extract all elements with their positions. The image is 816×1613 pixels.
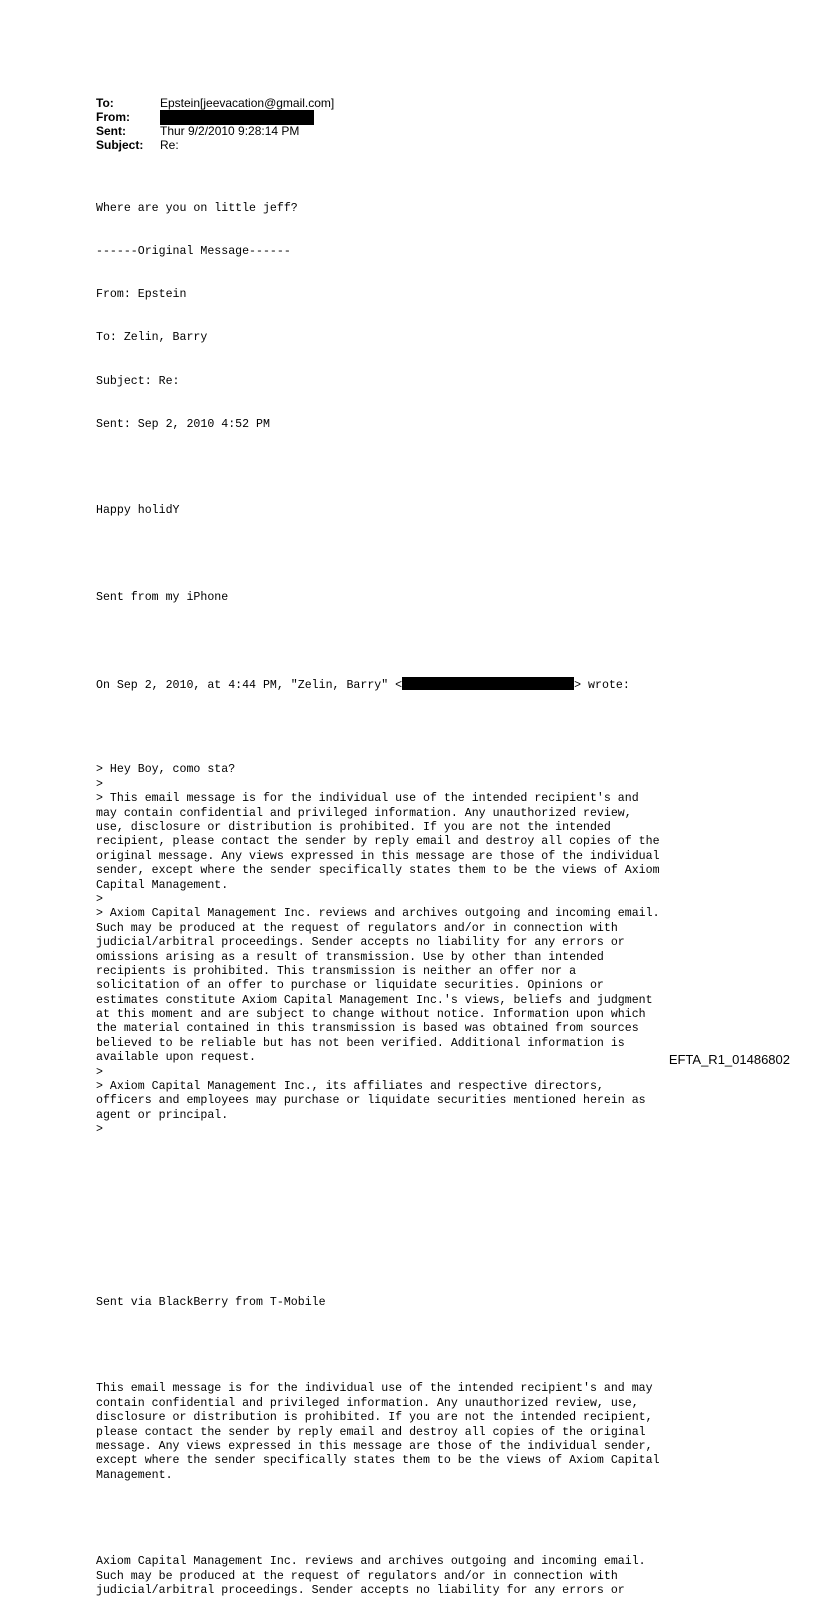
original-sent: Sent: Sep 2, 2010 4:52 PM [96,417,270,431]
wrote-prefix: On Sep 2, 2010, at 4:44 PM, "Zelin, Barry" < [96,679,403,693]
quoted-line: solicitation of an offer to purchase or liquidate securities. Opinions or [96,979,604,993]
quoted-line: > [96,892,103,906]
quoted-line: use, disclosure or distribution is prohibited. If you are not the intended [96,821,611,835]
original-to: To: Zelin, Barry [96,331,208,345]
disclaimer1-line: This email message is for the individual use of the intended recipient's and may [96,1382,653,1396]
quoted-line: the material contained in this transmission is based was obtained from sources [96,1022,639,1036]
subject-row [96,138,334,152]
from-row [96,110,334,124]
original-message-marker: ------Original Message------ [96,245,291,259]
subject-label: Subject: [96,138,144,152]
document-id: EFTA_R1_01486802 [668,1052,790,1067]
wrote-line [96,677,736,691]
quoted-line: omissions arising as a result of transmission. Use by other than intended [96,950,604,964]
quoted-line: Such may be produced at the request of regulators and/or in connection with [96,921,618,935]
quoted-line: may contain confidential and privileged information. Any unauthorized review, [96,806,632,820]
quoted-line: estimates constitute Axiom Capital Management Inc.'s views, beliefs and judgment [96,993,653,1007]
quoted-line: > [96,1123,103,1137]
quoted-message [96,763,736,1137]
wrote-suffix: > wrote: [574,679,630,693]
disclaimer-paragraph-1 [96,1382,736,1483]
original-from: From: Epstein [96,288,187,302]
email-header [96,96,334,152]
quoted-line: available upon request. [96,1051,257,1065]
quoted-line: > [96,1065,103,1079]
to-value: Epstein[jeevacation@gmail.com] [160,96,335,110]
disclaimer2-line: judicial/arbitral proceedings. Sender accepts no liability for any errors or [96,1583,625,1597]
quoted-line: agent or principal. [96,1108,229,1122]
quoted-line: believed to be reliable but has not been verified. Additional information is [96,1036,625,1050]
to-row [96,96,334,110]
quoted-line: Capital Management. [96,878,229,892]
quoted-line: judicial/arbitral proceedings. Sender accepts no liability for any errors or [96,936,625,950]
quoted-line: sender, except where the sender specifically states them to be the views of Axiom [96,864,660,878]
quoted-line: > Hey Boy, como sta? [96,763,236,777]
email-redaction [402,677,574,690]
email-body [96,173,736,1613]
quoted-line: > Axiom Capital Management Inc. reviews and archives outgoing and incoming email. [96,907,660,921]
disclaimer1-line: contain confidential and privileged information. Any unauthorized review, use, [96,1396,639,1410]
disclaimer1-line: disclosure or distribution is prohibited. If you are not the intended recipient, [96,1411,653,1425]
quoted-line: > [96,777,103,791]
disclaimer2-line: Such may be produced at the request of regulators and/or in connection with [96,1569,618,1583]
sent-label: Sent: [96,124,126,138]
sent-row [96,124,334,138]
to-label: To: [96,96,114,110]
iphone-signature: Sent from my iPhone [96,590,229,604]
disclaimer2-line: Axiom Capital Management Inc. reviews and archives outgoing and incoming email. [96,1555,646,1569]
disclaimer1-line: except where the sender specifically states them to be the views of Axiom Capital [96,1454,660,1468]
subject-value: Re: [160,138,179,152]
disclaimer-paragraph-2 [96,1555,736,1598]
quoted-line: recipient, please contact the sender by reply email and destroy all copies of the [96,835,660,849]
intro-line: Where are you on little jeff? [96,201,298,215]
sent-value: Thur 9/2/2010 9:28:14 PM [160,124,300,138]
quoted-line: > Axiom Capital Management Inc., its affiliates and respective directors, [96,1080,604,1094]
disclaimer1-line: please contact the sender by reply email and destroy all copies of the original [96,1425,646,1439]
disclaimer1-line: message. Any views expressed in this message are those of the individual sender, [96,1440,653,1453]
quoted-line: at this moment and are subject to change without notice. Information upon which [96,1008,646,1022]
disclaimer1-line: Management. [96,1468,173,1482]
happy-line: Happy holidY [96,504,180,518]
original-subject: Subject: Re: [96,374,180,388]
from-redaction [160,110,314,125]
blackberry-signature: Sent via BlackBerry from T-Mobile [96,1296,326,1310]
quoted-line: officers and employees may purchase or liquidate securities mentioned herein as [96,1094,646,1108]
quoted-line: original message. Any views expressed in this message are those of the individual [96,849,660,863]
quoted-line: > This email message is for the individual use of the intended recipient's and [96,792,639,806]
quoted-line: recipients is prohibited. This transmission is neither an offer nor a [96,964,577,978]
from-label: From: [96,110,130,124]
